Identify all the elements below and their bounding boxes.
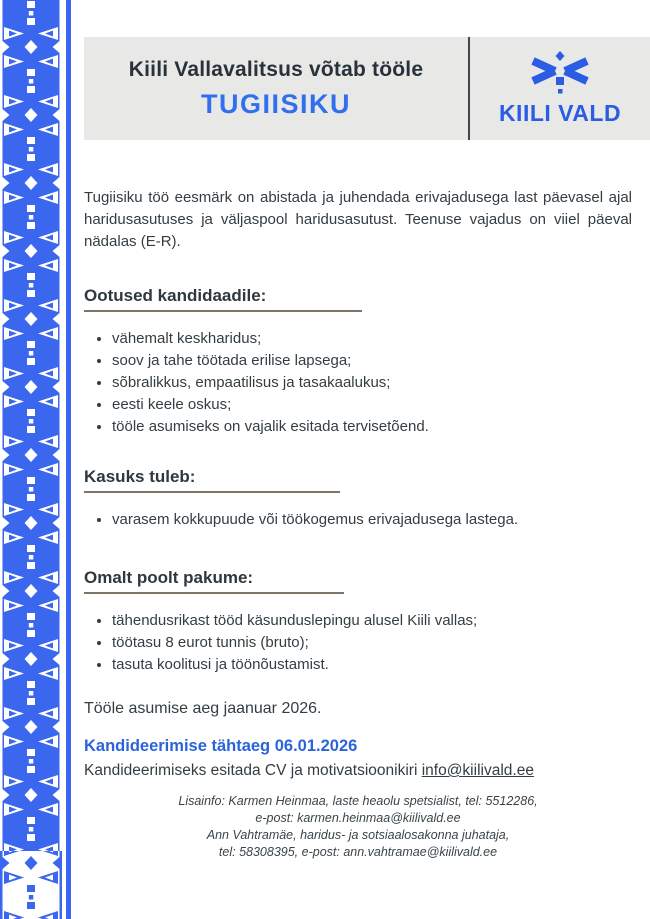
apply-text: Kandideerimiseks esitada CV ja motivatsioonikiri xyxy=(84,762,422,779)
section xyxy=(84,467,632,530)
section xyxy=(84,286,632,437)
footer-line: Ann Vahtramäe, haridus- ja sotsiaalosakonna juhataja, xyxy=(206,828,510,842)
intro-paragraph: Tugiisiku töö eesmärk on abistada ja juhendada erivajadusega last päevasel ajal haridusasutuses ja väljaspool haridusasutust. Teenuse vajadus on viiel päeval nädalas (E-R). xyxy=(84,189,632,250)
footer-line: Lisainfo: Karmen Heinmaa, laste heaolu spetsialist, tel: 5512286, xyxy=(178,794,538,808)
bullet-list xyxy=(84,610,632,675)
section xyxy=(84,568,632,675)
apply-line xyxy=(84,762,632,780)
list-item: • sõbralikkus, empaatilisus ja tasakaalukus; xyxy=(112,372,632,393)
list-item: • eesti keele oskus; xyxy=(112,394,632,415)
header-band xyxy=(84,37,650,140)
employer-title: Kiili Vallavalitsus võtab tööle xyxy=(128,57,424,81)
header-title xyxy=(84,37,470,140)
bullet-list xyxy=(84,509,632,530)
list-item: • vähemalt keskharidus; xyxy=(112,328,632,349)
section-underline xyxy=(84,592,344,594)
dragonfly-icon xyxy=(527,51,593,97)
list-item: • tähendusrikast tööd käsunduslepingu alusel Kiili vallas; xyxy=(112,610,632,631)
folk-pattern-border-icon xyxy=(0,0,62,919)
list-item: • tasuta koolitusi ja töönõustamist. xyxy=(112,654,632,675)
accent-rule xyxy=(66,0,71,919)
kiili-vald-logo xyxy=(470,37,650,140)
footer-line: e-post: karmen.heinmaa@kiilivald.ee xyxy=(255,811,461,825)
list-item: • tööle asumiseks on vajalik esitada tervisetõend. xyxy=(112,416,632,437)
logo-wordmark: KIILI VALD xyxy=(498,99,622,126)
apply-email-link[interactable]: info@kiilivald.ee xyxy=(421,762,534,779)
list-item: • varasem kokkupuude või töökogemus erivajadusega lastega. xyxy=(112,509,632,530)
bullet-list xyxy=(84,328,632,437)
section-heading: Ootused kandidaadile: xyxy=(84,286,267,305)
footer-contacts xyxy=(84,793,632,861)
section-heading: Kasuks tuleb: xyxy=(84,467,196,486)
section-underline xyxy=(84,491,340,493)
section-underline xyxy=(84,310,362,312)
deadline-line: Kandideerimise tähtaeg 06.01.2026 xyxy=(84,737,358,755)
section-heading: Omalt poolt pakume: xyxy=(84,568,254,587)
list-item: • töötasu 8 eurot tunnis (bruto); xyxy=(112,632,632,653)
position-title: TUGIISIKU xyxy=(200,88,351,119)
start-date-line: Tööle asumise aeg jaanuar 2026. xyxy=(84,700,322,717)
list-item: • soov ja tahe töötada erilise lapsega; xyxy=(112,350,632,371)
sections-container xyxy=(84,286,632,675)
footer-line: tel: 58308395, e-post: ann.vahtramae@kiilivald.ee xyxy=(218,845,498,859)
